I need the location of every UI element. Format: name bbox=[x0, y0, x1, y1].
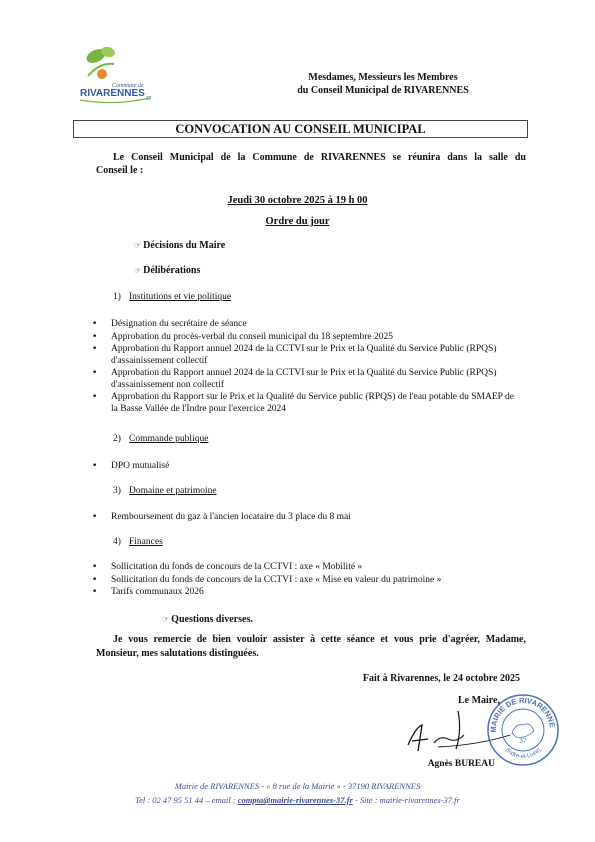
intro-line2: Conseil le : bbox=[96, 165, 144, 176]
commune-logo bbox=[74, 44, 164, 110]
section-heading-3 bbox=[113, 486, 217, 496]
svg-text:Commune de: Commune de bbox=[112, 83, 144, 89]
closing-paragraph bbox=[96, 633, 526, 661]
list-item: • DPO mutualisé bbox=[92, 461, 522, 473]
deliberations-heading bbox=[134, 265, 200, 276]
section-label: Commande publique bbox=[129, 434, 209, 444]
section-number: 1) bbox=[113, 292, 121, 302]
addressee-line2: du Conseil Municipal de RIVARENNES bbox=[297, 85, 469, 96]
decisions-label: Décisions du Maire bbox=[143, 240, 226, 251]
list-item: • Remboursement du gaz à l'ancien locataire du 3 place du 8 mai bbox=[92, 512, 522, 524]
section-number: 2) bbox=[113, 434, 121, 444]
footer-address: Mairie de RIVARENNES - « 8 rue de la Mairie » - 37190 RIVARENNES bbox=[174, 781, 421, 791]
addressee-block bbox=[258, 71, 508, 97]
addressee-line1: Mesdames, Messieurs les Membres bbox=[308, 72, 458, 83]
list-item: • Sollicitation du fonds de concours de la CCTVI : axe « Mobilité » bbox=[92, 562, 522, 574]
footer-site: - Site : mairie-rivarennes-37.fr bbox=[352, 795, 460, 805]
pointing-hand-icon: ☞ bbox=[134, 241, 142, 250]
footer-contact bbox=[0, 795, 595, 805]
place-and-date: Fait à Rivarennes, le 24 octobre 2025 bbox=[362, 673, 520, 684]
agenda-heading: Ordre du jour bbox=[265, 216, 330, 227]
deliberations-label: Délibérations bbox=[143, 265, 201, 276]
svg-text:RIVARENNES: RIVARENNES bbox=[80, 88, 145, 99]
document-title: CONVOCATION AU CONSEIL MUNICIPAL bbox=[73, 120, 528, 138]
pointing-hand-icon: ☞ bbox=[162, 615, 170, 624]
mayor-title: Le Maire, bbox=[457, 695, 500, 706]
section-2-list bbox=[92, 461, 522, 474]
meeting-date: Jeudi 30 octobre 2025 à 19 h 00 bbox=[227, 195, 368, 206]
list-item: • Désignation du secrétaire de séance bbox=[92, 319, 522, 331]
section-3-list bbox=[92, 512, 522, 525]
list-item: • Approbation du Rapport annuel 2024 de la CCTVI sur le Prix et la Qualité du Service Public (RPQS) d'assainissement non collectif bbox=[92, 368, 522, 391]
footer-email-link[interactable]: compta@mairie-rivarennes-37.fr bbox=[237, 795, 353, 805]
intro-line1: Le Conseil Municipal de la Commune de RIVARENNES se réunira dans la salle du bbox=[113, 152, 526, 163]
section-label: Institutions et vie politique bbox=[129, 292, 232, 302]
section-number: 3) bbox=[113, 486, 121, 496]
section-label: Domaine et patrimoine bbox=[129, 486, 217, 496]
section-1-list bbox=[92, 319, 522, 416]
section-label: Finances bbox=[129, 537, 163, 547]
intro-paragraph bbox=[96, 151, 526, 177]
section-heading-1 bbox=[113, 292, 231, 302]
list-item: • Approbation du Rapport sur le Prix et la Qualité du Service public (RPQS) de l'eau potable du SMAEP de la Basse Vallée de l'Indre pour l'exercice 2024 bbox=[92, 392, 522, 415]
list-item: • Sollicitation du fonds de concours de la CCTVI : axe « Mise en valeur du patrimoine » bbox=[92, 575, 522, 587]
svg-text:MAIRIE DE RIVARENNES: MAIRIE DE RIVARENNE bbox=[488, 695, 557, 733]
svg-text:(Indre-et-Loire): (Indre-et-Loire) bbox=[503, 747, 543, 761]
questions-label: Questions diverses. bbox=[171, 614, 253, 625]
section-4-list bbox=[92, 562, 522, 600]
closing-line1: Je vous remercie de bien vouloir assister à cette séance et vous prie d'agréer, Madame, bbox=[113, 634, 526, 645]
svg-text:37: 37 bbox=[146, 96, 152, 102]
list-item: • Approbation du Rapport annuel 2024 de la CCTVI sur le Prix et la Qualité du Service Public (RPQS) d'assainissement collectif bbox=[92, 344, 522, 367]
list-item: • Tarifs communaux 2026 bbox=[92, 587, 522, 599]
section-number: 4) bbox=[113, 537, 121, 547]
section-heading-4 bbox=[113, 537, 163, 547]
closing-line2: Monsieur, mes salutations distinguées. bbox=[96, 648, 259, 659]
list-item: • Approbation du procès-verbal du conseil municipal du 18 septembre 2025 bbox=[92, 332, 522, 344]
official-stamp bbox=[486, 693, 560, 767]
decisions-heading bbox=[134, 240, 225, 251]
signer-name: Agnès BUREAU bbox=[427, 759, 495, 769]
svg-text:37: 37 bbox=[519, 739, 527, 745]
pointing-hand-icon: ☞ bbox=[134, 266, 142, 275]
section-heading-2 bbox=[113, 434, 208, 444]
questions-heading bbox=[162, 614, 253, 625]
footer-phone: Tel : 02 47 95 51 44 – email : bbox=[135, 795, 238, 805]
